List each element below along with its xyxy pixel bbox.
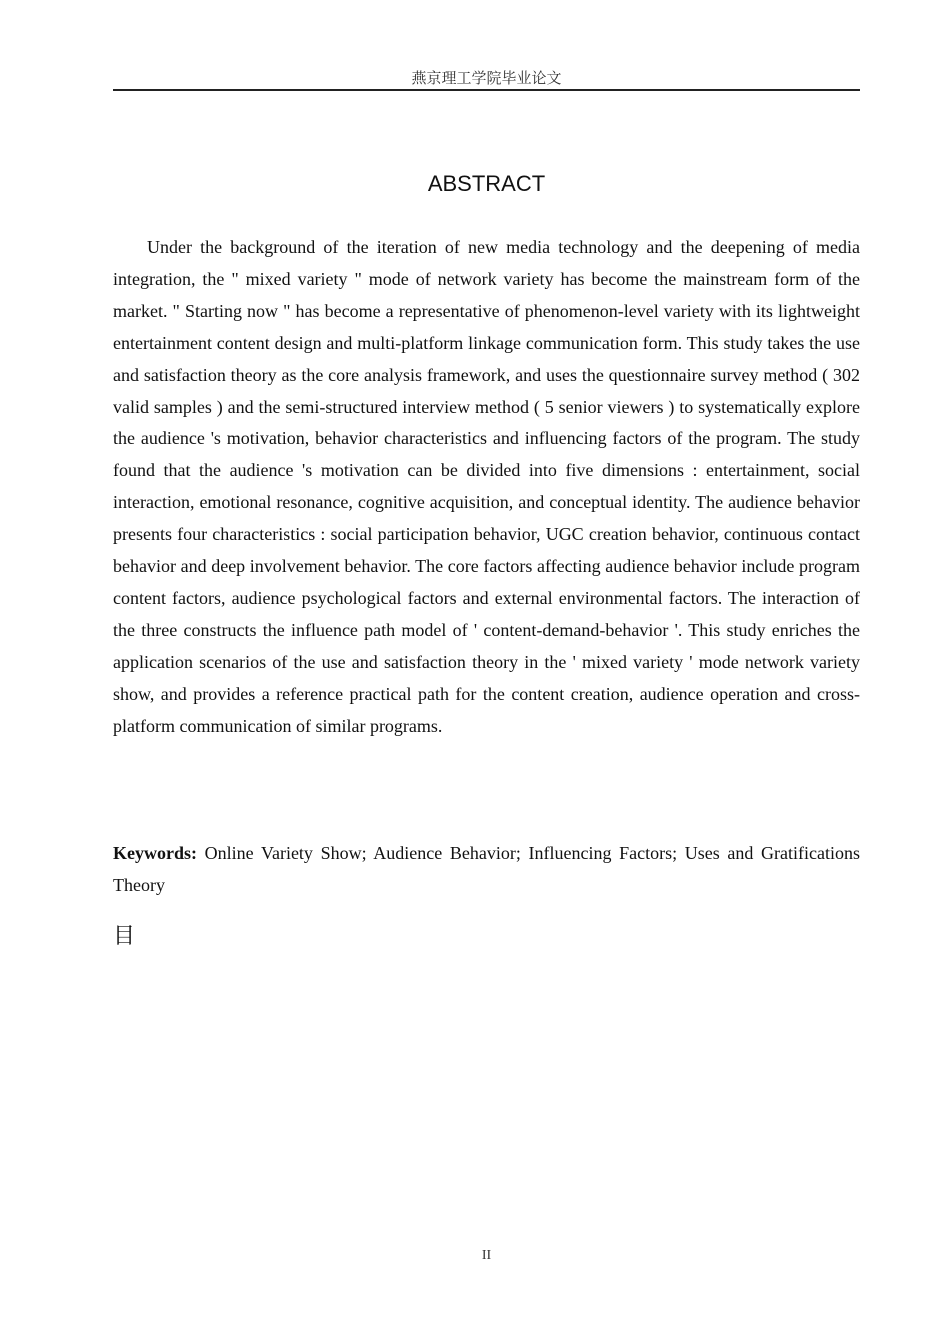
keywords-label: Keywords: <box>113 843 197 863</box>
header-title: 燕京理工学院毕业论文 <box>411 69 562 87</box>
toc-heading: 目 <box>113 924 136 949</box>
keywords-text: Online Variety Show; Audience Behavior; Influencing Factors; Uses and Gratifications Theory <box>113 843 860 895</box>
abstract-title: ABSTRACT <box>427 171 546 196</box>
abstract-body: Under the background of the iteration of new media technology and the deepening of media integration, the " mixed variety " mode of network variety has become the mainstream form of the market. " Starting now " has become a representative of phenomenon-level variety with its lightweight entertainment content design and multi-platform linkage communication form. This study takes the use and satisfaction theory as the core analysis framework, and uses the questionnaire survey method ( 302 valid samples ) and the semi-structured interview method ( 5 senior viewers ) to systematically explore the audience 's motivation, behavior characteristics and influencing factors of the program. The study found that the audience 's motivation can be divided into five dimensions : entertainment, social interaction, emotional resonance, cognitive acquisition, and conceptual identity. The audience behavior presents four characteristics : social participation behavior, UGC creation behavior, continuous contact behavior and deep involvement behavior. The core factors affecting audience behavior include program content factors, audience psychological factors and external environmental factors. The interaction of the three constructs the influence path model of ' content-demand-behavior '. This study enriches the application scenarios of the use and satisfaction theory in the ' mixed variety ' mode network variety show, and provides a reference practical path for the content creation, audience operation and cross-platform communication of similar programs. <box>113 237 860 736</box>
page-number: II <box>481 1248 492 1263</box>
keywords-paragraph <box>113 838 860 902</box>
page-header <box>113 68 860 91</box>
